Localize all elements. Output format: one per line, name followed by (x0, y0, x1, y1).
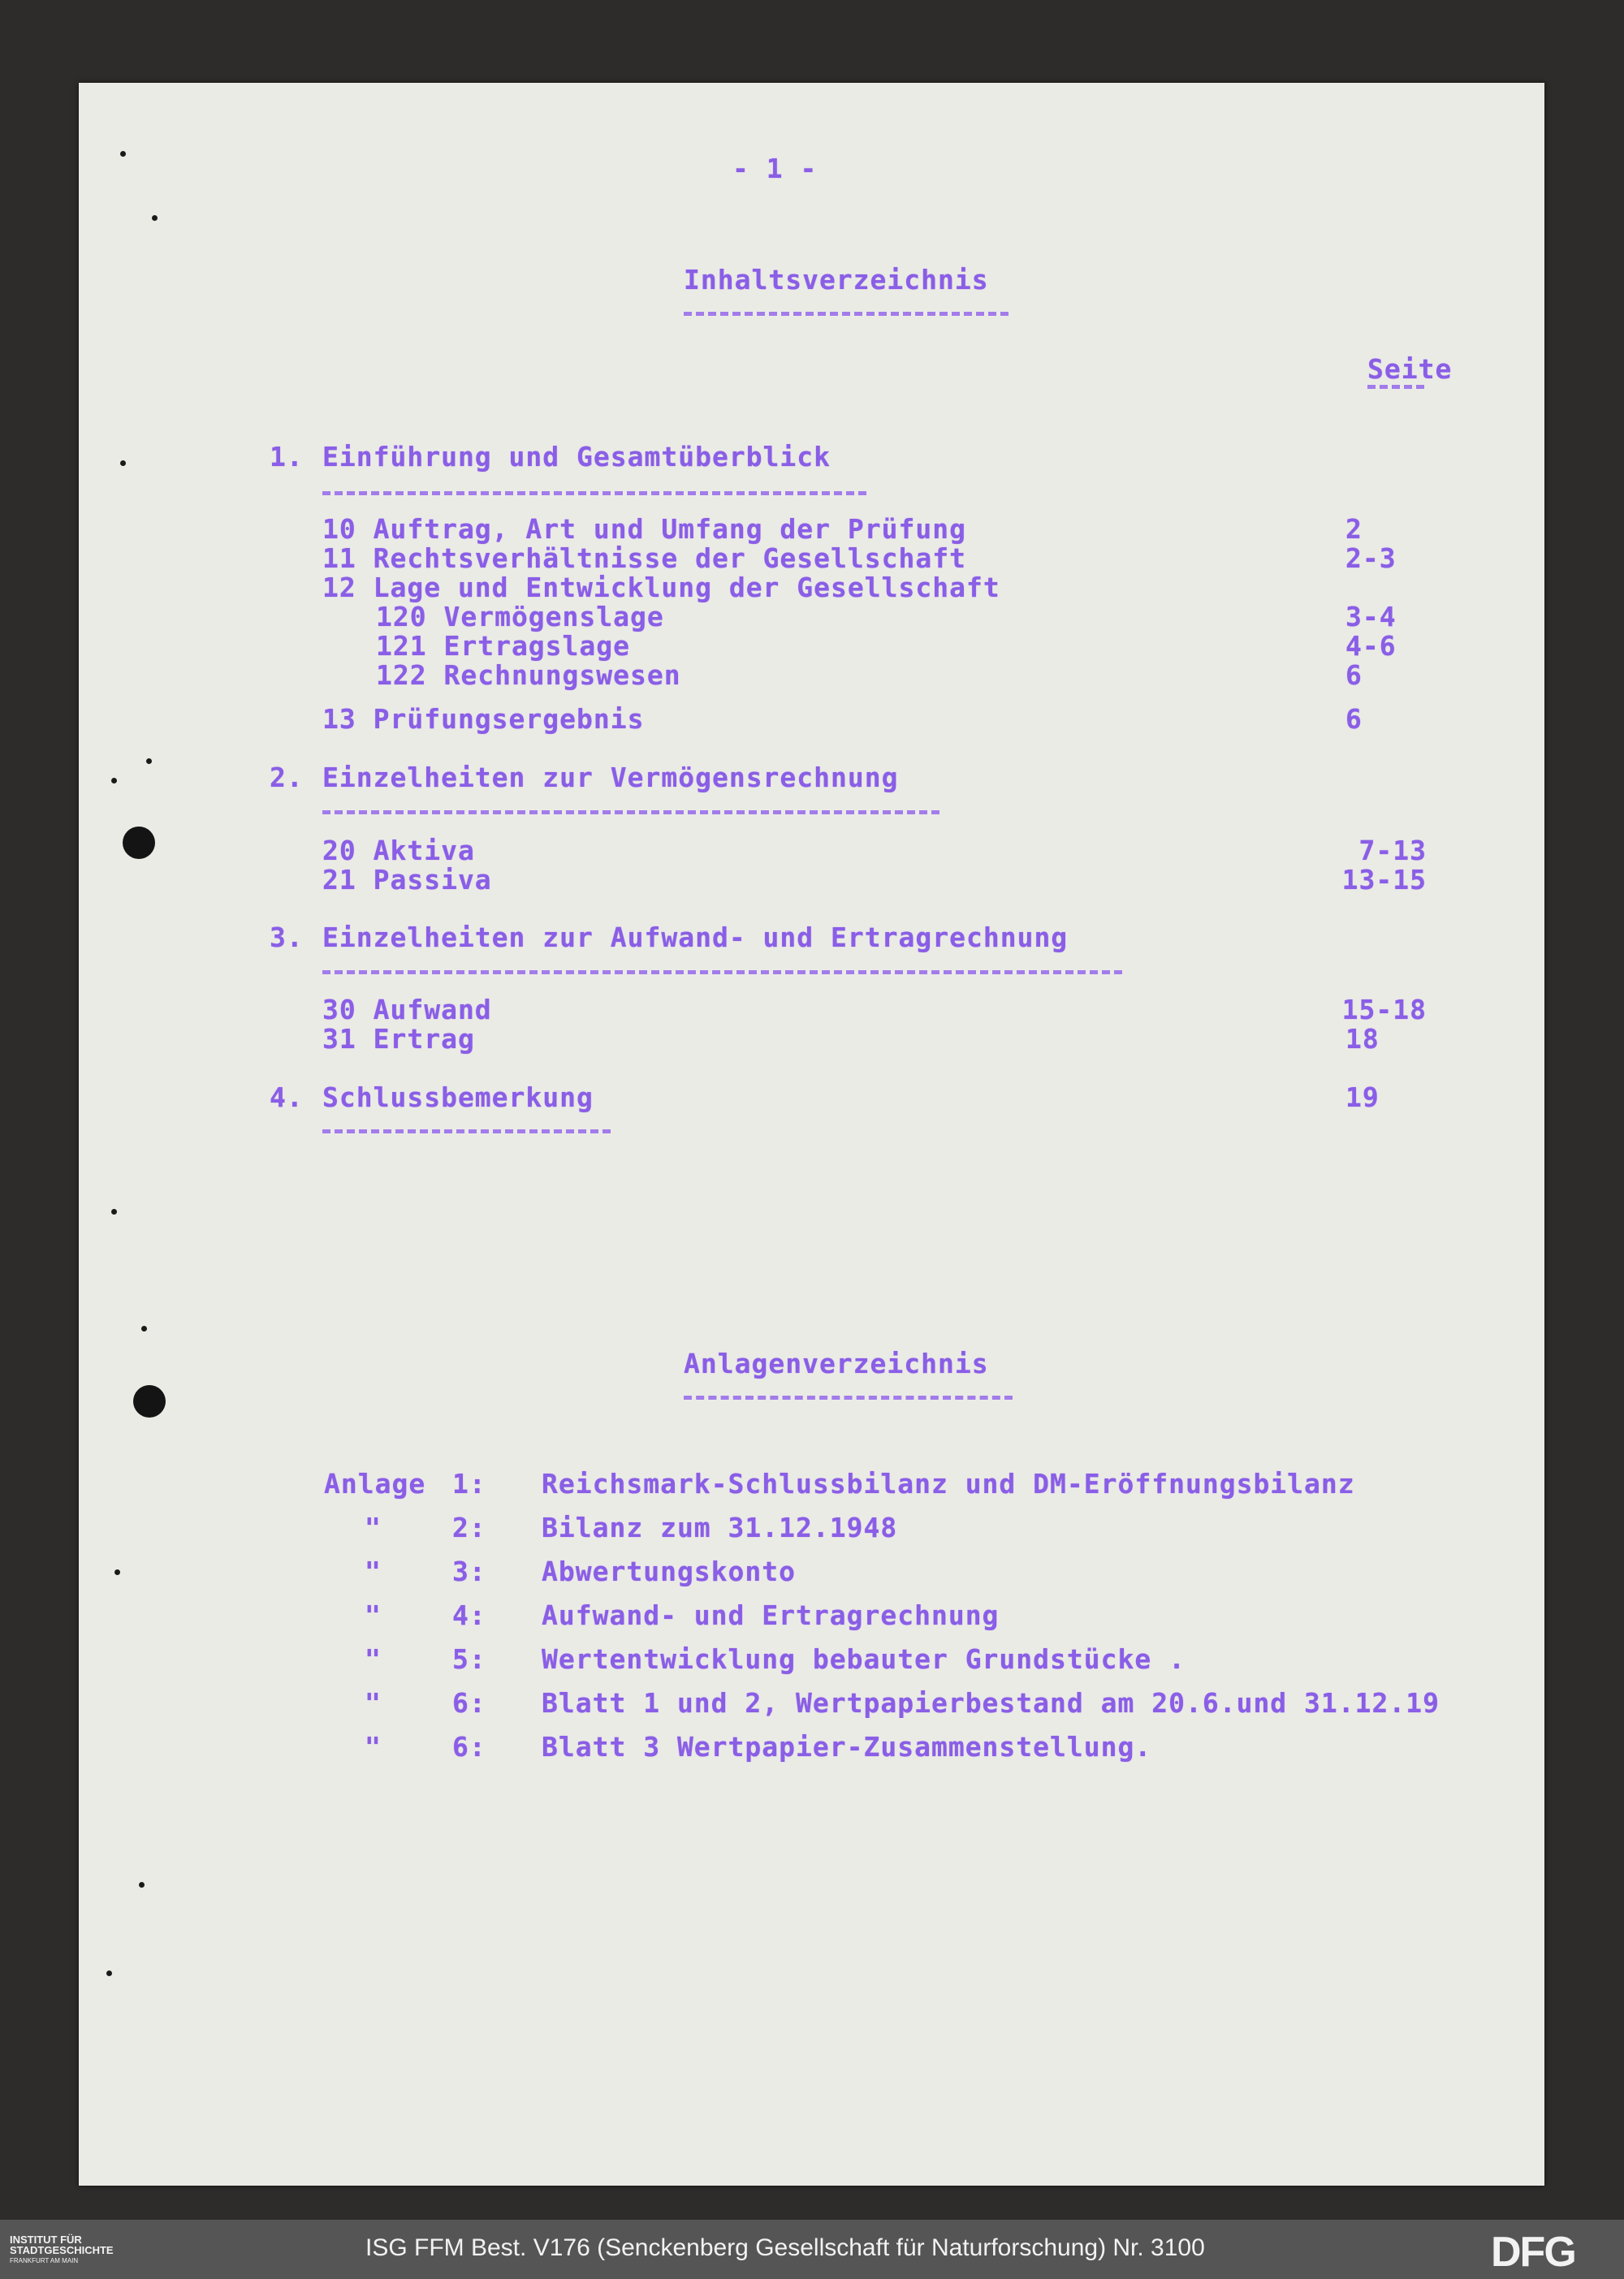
annex-text: Reichsmark-Schlussbilanz und DM-Eröffnungsbilanz (542, 1468, 1355, 1500)
toc-item: 13 Prüfungsergebnis (322, 703, 645, 735)
margin-mark (120, 460, 126, 466)
margin-mark (111, 1209, 117, 1215)
toc-item-page: 4-6 (1345, 630, 1397, 662)
margin-mark (114, 1569, 120, 1575)
annex-prefix: Anlage (324, 1468, 426, 1500)
institute-line-2: STADTGESCHICHTE (10, 2244, 114, 2256)
toc-subitem: 122 Rechnungswesen (376, 659, 681, 691)
archive-reference: ISG FFM Best. V176 (Senckenberg Gesellschaft für Naturforschung) Nr. 3100 (365, 2234, 1205, 2261)
toc-item: 21 Passiva (322, 864, 492, 896)
toc-item-page: 18 (1345, 1023, 1380, 1055)
page-number: - 1 - (732, 153, 818, 184)
section-4-underline (322, 1129, 611, 1133)
section-2-underline (322, 810, 939, 814)
toc-item-page: 6 (1345, 703, 1363, 735)
section-1-title: Einführung und Gesamtüberblick (322, 441, 831, 473)
section-4-page: 19 (1345, 1081, 1380, 1113)
annex-prefix: " (365, 1731, 382, 1763)
annex-number: 1: (452, 1468, 486, 1500)
annex-text: Wertentwicklung bebauter Grundstücke . (542, 1643, 1186, 1675)
annex-text: Aufwand- und Ertragrechnung (542, 1599, 1000, 1631)
toc-item-page: 3-4 (1345, 601, 1397, 632)
seite-underline (1367, 385, 1424, 389)
archive-footer (0, 2220, 1624, 2279)
toc-item-page: 2 (1345, 513, 1363, 545)
margin-mark (139, 1882, 145, 1888)
dfg-logo: DFG (1491, 2229, 1575, 2276)
margin-mark (111, 778, 117, 783)
annex-prefix: " (365, 1556, 382, 1587)
toc-item-page: 6 (1345, 659, 1363, 691)
annex-text: Blatt 3 Wertpapier-Zusammenstellung. (542, 1731, 1152, 1763)
toc-item: 12 Lage und Entwicklung der Gesellschaft (322, 572, 1000, 603)
annex-number: 3: (452, 1556, 486, 1587)
annex-number: 6: (452, 1731, 486, 1763)
margin-mark (106, 1970, 112, 1976)
section-2-title: Einzelheiten zur Vermögensrechnung (322, 762, 899, 793)
punch-hole (133, 1385, 166, 1418)
punch-hole (123, 827, 155, 859)
toc-item: 20 Aktiva (322, 835, 475, 866)
toc-item-page: 15-18 (1341, 994, 1427, 1025)
annex-text: Bilanz zum 31.12.1948 (542, 1512, 898, 1543)
annex-text: Abwertungskonto (542, 1556, 797, 1587)
section-1-underline (322, 491, 866, 495)
annex-prefix: " (365, 1643, 382, 1675)
document-page (79, 83, 1544, 2186)
toc-title: Inhaltsverzeichnis (684, 264, 989, 296)
toc-item-page: 2-3 (1345, 542, 1397, 574)
annex-text: Blatt 1 und 2, Wertpapierbestand am 20.6.und 31.12.19 (542, 1689, 1440, 1718)
section-4-title: Schlussbemerkung (322, 1081, 594, 1113)
annex-prefix: " (365, 1512, 382, 1543)
toc-subitem: 120 Vermögenslage (376, 601, 664, 632)
seite-label: Seite (1367, 353, 1453, 385)
annex-number: 5: (452, 1643, 486, 1675)
institute-line-3: FRANKFURT AM MAIN (10, 2257, 79, 2264)
toc-item-page: 13-15 (1341, 864, 1427, 896)
margin-mark (152, 215, 158, 221)
section-3-underline (322, 970, 1122, 974)
section-2-number: 2. (270, 762, 304, 793)
section-1-number: 1. (270, 441, 304, 473)
annex-prefix: " (365, 1599, 382, 1631)
section-3-title: Einzelheiten zur Aufwand- und Ertragrechnung (322, 922, 1069, 953)
toc-item: 31 Ertrag (322, 1023, 475, 1055)
margin-mark (120, 151, 126, 157)
section-3-number: 3. (270, 922, 304, 953)
annex-title: Anlagenverzeichnis (684, 1348, 989, 1379)
margin-mark (146, 758, 152, 764)
toc-item: 30 Aufwand (322, 994, 492, 1025)
annex-number: 2: (452, 1512, 486, 1543)
toc-item-page: 7-13 (1358, 835, 1427, 866)
annex-prefix: " (365, 1687, 382, 1719)
institute-line-1: INSTITUT FÜR (10, 2234, 82, 2246)
margin-mark (141, 1326, 147, 1332)
section-4-number: 4. (270, 1081, 304, 1113)
toc-title-underline (684, 312, 1009, 316)
toc-item: 11 Rechtsverhältnisse der Gesellschaft (322, 542, 966, 574)
annex-number: 4: (452, 1599, 486, 1631)
institute-logo-text (10, 2234, 114, 2266)
annex-title-underline (684, 1396, 1013, 1400)
toc-subitem: 121 Ertragslage (376, 630, 631, 662)
toc-item: 10 Auftrag, Art und Umfang der Prüfung (322, 513, 966, 545)
annex-number: 6: (452, 1687, 486, 1719)
